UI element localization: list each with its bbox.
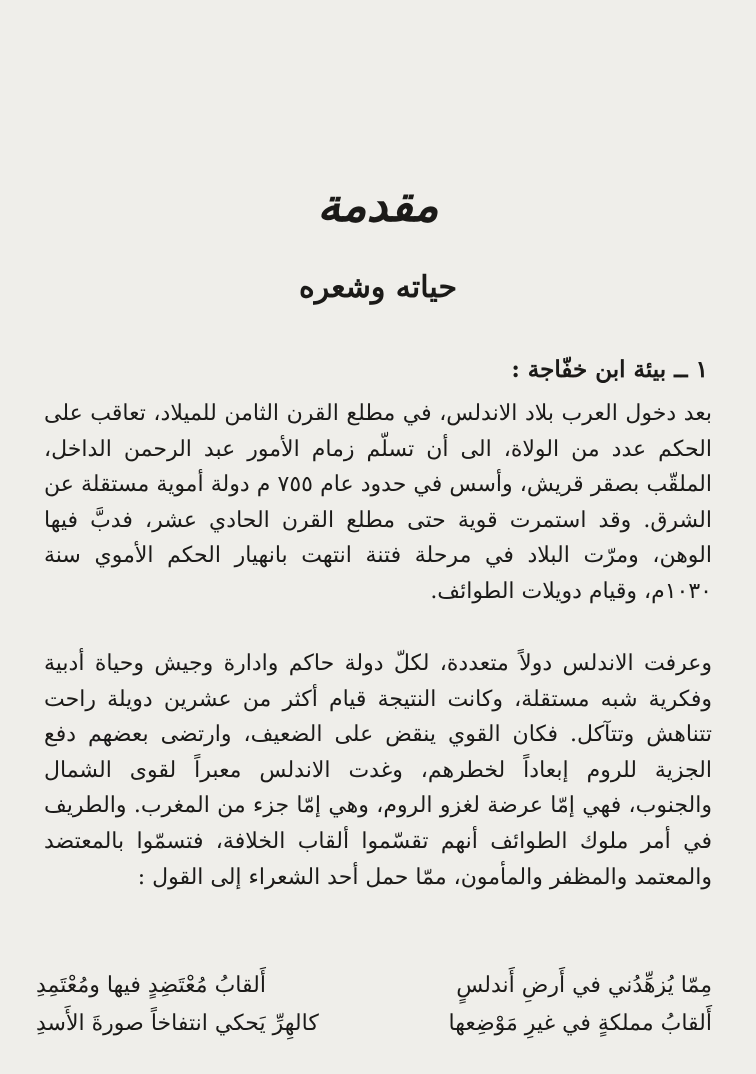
paragraph-1: بعد دخول العرب بلاد الاندلس، في مطلع القرن الثامن للميلاد، تعاقب على الحكم عدد من الولاة، الى أن تسلّم زمام الأمور عبد الرحمن الداخل، الملقّب بصقر قريش، وأسس في حدود عام ٧٥٥ م دولة أموية مستقلة عن الشرق. وقد استمرت قوية حتى مطلع القرن الحادي عشر، فدبَّ فيها الوهن، ومرّت البلاد في مرحلة فتنة انتهت بانهيار الحكم الأموي سنة ١٠٣٠م، وقيام دويلات الطوائف. (44, 401, 712, 604)
verse-1-second-hemistich: أَلقابُ مُعْتَضِدٍ فيها ومُعْتَمِدِ (36, 972, 266, 998)
verse-1-first-hemistich: مِمّا يُزهِّدُني في أَرضِ أَندلسٍ (456, 972, 712, 998)
verse-line-2 (36, 1004, 712, 1042)
verse-line-1 (36, 966, 712, 1004)
verse-2-first-hemistich: أَلقابُ مملكةٍ في غيرِ مَوْضِعها (448, 1010, 712, 1036)
section-heading: ١ ــ بيئة ابن خفّاجة : (511, 356, 708, 383)
verse-2-second-hemistich: كالهِرِّ يَحكي انتفاخاً صورةَ الأَسدِ (36, 1010, 319, 1036)
poem-verses (36, 966, 712, 1042)
page-title: مقدمة (317, 178, 439, 232)
page-subtitle: حياته وشعره (299, 270, 457, 305)
paragraph-2: وعرفت الاندلس دولاً متعددة، لكلّ دولة حاكم وادارة وجيش وحياة أدبية وفكرية شبه مستقلة، وكانت النتيجة قيام أكثر من عشرين دويلة راحت تتناهش وتتآكل. فكان القوي ينقض على الضعيف، وارتضى بعضهم دفع الجزية للروم إبعاداً لخطرهم، وغدت الاندلس معبراً لقوى الشمال والجنوب، فهي إمّا عرضة لغزو الروم، وهي إمّا جزء من المغرب. والطريف في أمر ملوك الطوائف أنهم تقسّموا ألقاب الخلافة، فتسمّوا بالمعتضد والمعتمد والمظفر والمأمون، ممّا حمل أحد الشعراء إلى القول : (44, 651, 712, 890)
